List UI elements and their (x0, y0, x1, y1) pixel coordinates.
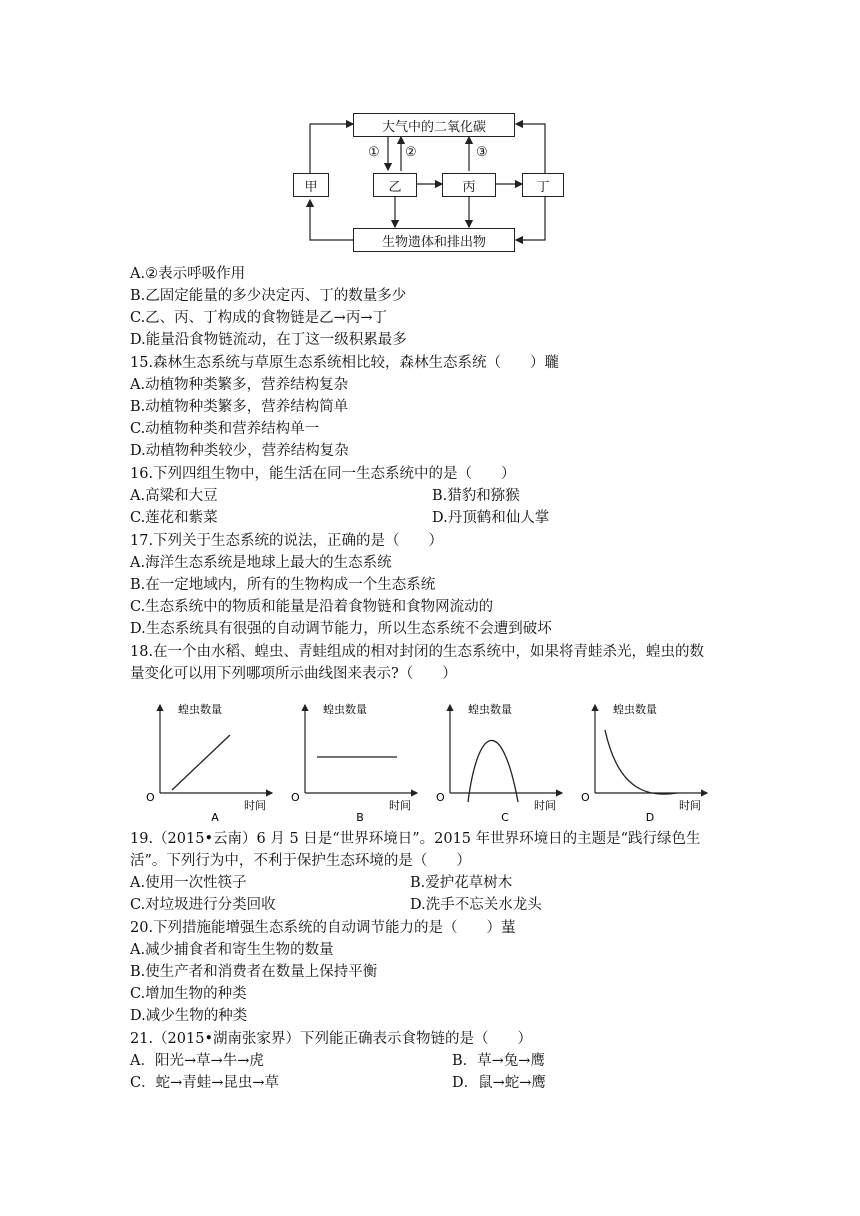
node-ding: 丁 (522, 173, 564, 197)
q14-option-b: B.乙固定能量的多少决定丙、丁的数量多少 (130, 288, 407, 304)
origin-label: O (291, 791, 300, 804)
origin-label: O (436, 791, 445, 804)
q21-option-d: D．鼠→蛇→鹰 (452, 1075, 546, 1091)
q19-stem-line2: 活”。下列行为中，不利于保护生态环境的是（ ） (130, 853, 471, 869)
graph-tag: C (501, 811, 509, 824)
q21-option-a: A．阳光→草→牛→虎 (130, 1053, 264, 1069)
q14-option-c: C.乙、丙、丁构成的食物链是乙→丙→丁 (130, 310, 387, 326)
y-axis-label: 蝗虫数量 (323, 703, 367, 716)
y-axis-label: 蝗虫数量 (613, 703, 657, 716)
q19-option-d: D.洗手不忘关水龙头 (410, 897, 542, 913)
y-axis-label: 蝗虫数量 (178, 703, 222, 716)
x-axis-label: 时间 (389, 799, 411, 812)
q16-stem: 16.下列四组生物中，能生活在同一生态系统中的是（ ） (130, 466, 516, 482)
q18-stem-line1: 18.在一个由水稻、蝗虫、青蛙组成的相对封闭的生态系统中，如果将青蛙杀光，蝗虫的数 (130, 644, 705, 660)
q19-stem-line1: 19.（2015•云南）6 月 5 日是“世界环境日”。2015 年世界环境日的主题是“践行绿色生 (130, 831, 701, 847)
graph-tag: B (356, 811, 364, 824)
q17-option-c: C.生态系统中的物质和能量是沿着食物链和食物网流动的 (130, 599, 494, 615)
node-yi: 乙 (373, 173, 417, 197)
graph-C (430, 695, 570, 825)
origin-label: O (146, 791, 155, 804)
q17-stem: 17.下列关于生态系统的说法，正确的是（ ） (130, 533, 444, 549)
x-axis-label: 时间 (679, 799, 701, 812)
q14-option-a: A.②表示呼吸作用 (130, 266, 246, 282)
q16-option-c: C.莲花和紫菜 (130, 510, 218, 526)
x-axis-label: 时间 (244, 799, 266, 812)
q15-option-d: D.动植物种类较少，营养结构复杂 (130, 443, 349, 459)
curve-decay (605, 730, 677, 794)
q21-option-c: C．蛇→青蛙→昆虫→草 (130, 1075, 280, 1091)
q20-option-d: D.减少生物的种类 (130, 1008, 248, 1024)
node-jia: 甲 (293, 173, 329, 197)
marker-1: ① (368, 145, 380, 160)
q16-option-a: A.高粱和大豆 (130, 488, 218, 504)
graph-A (140, 695, 280, 825)
q19-option-b: B.爱护花草树木 (410, 875, 513, 891)
graph-D (575, 695, 715, 825)
graph-tag: A (211, 811, 219, 824)
q17-option-d: D.生态系统具有很强的自动调节能力，所以生态系统不会遭到破坏 (130, 621, 552, 637)
q16-option-b: B.猎豹和猕猴 (432, 488, 520, 504)
q17-option-a: A.海洋生态系统是地球上最大的生态系统 (130, 555, 392, 571)
atmosphere-co2-box: 大气中的二氧化碳 (353, 113, 515, 137)
q20-stem: 20.下列措施能增强生态系统的自动调节能力的是（ ）蓳 (130, 920, 516, 936)
x-axis-label: 时间 (534, 799, 556, 812)
q15-option-b: B.动植物种类繁多，营养结构简单 (130, 399, 349, 415)
marker-2: ② (405, 145, 417, 160)
origin-label: O (581, 791, 590, 804)
curve-rising-line (172, 735, 230, 790)
q18-graph-row (140, 695, 720, 825)
marker-3: ③ (476, 145, 488, 160)
q15-option-a: A.动植物种类繁多，营养结构复杂 (130, 377, 349, 393)
node-bing: 丙 (442, 173, 496, 197)
q14-option-d: D.能量沿食物链流动，在丁这一级积累最多 (130, 332, 407, 348)
carbon-cycle-diagram (290, 110, 570, 255)
q20-option-c: C.增加生物的种类 (130, 986, 247, 1002)
remains-excreta-box: 生物遗体和排出物 (353, 228, 515, 252)
q21-option-b: B．草→兔→鹰 (452, 1053, 545, 1069)
q18-stem-line2: 量变化可以用下列哪项所示曲线图来表示?（ ） (130, 666, 457, 682)
q19-option-c: C.对垃圾进行分类回收 (130, 897, 276, 913)
graph-tag: D (645, 811, 655, 824)
q21-stem: 21.（2015•湖南张家界）下列能正确表示食物链的是（ ） (130, 1031, 533, 1047)
graph-B (285, 695, 425, 825)
q20-option-a: A.减少捕食者和寄生生物的数量 (130, 942, 334, 958)
y-axis-label: 蝗虫数量 (468, 703, 512, 716)
q17-option-b: B.在一定地域内，所有的生物构成一个生态系统 (130, 577, 436, 593)
q15-stem: 15.森林生态系统与草原生态系统相比较，森林生态系统（ ）䏊 (130, 355, 560, 371)
q19-option-a: A.使用一次性筷子 (130, 875, 247, 891)
q16-option-d: D.丹顶鹤和仙人掌 (432, 510, 550, 526)
q15-option-c: C.动植物种类和营养结构单一 (130, 421, 320, 437)
q20-option-b: B.使生产者和消费者在数量上保持平衡 (130, 964, 378, 980)
